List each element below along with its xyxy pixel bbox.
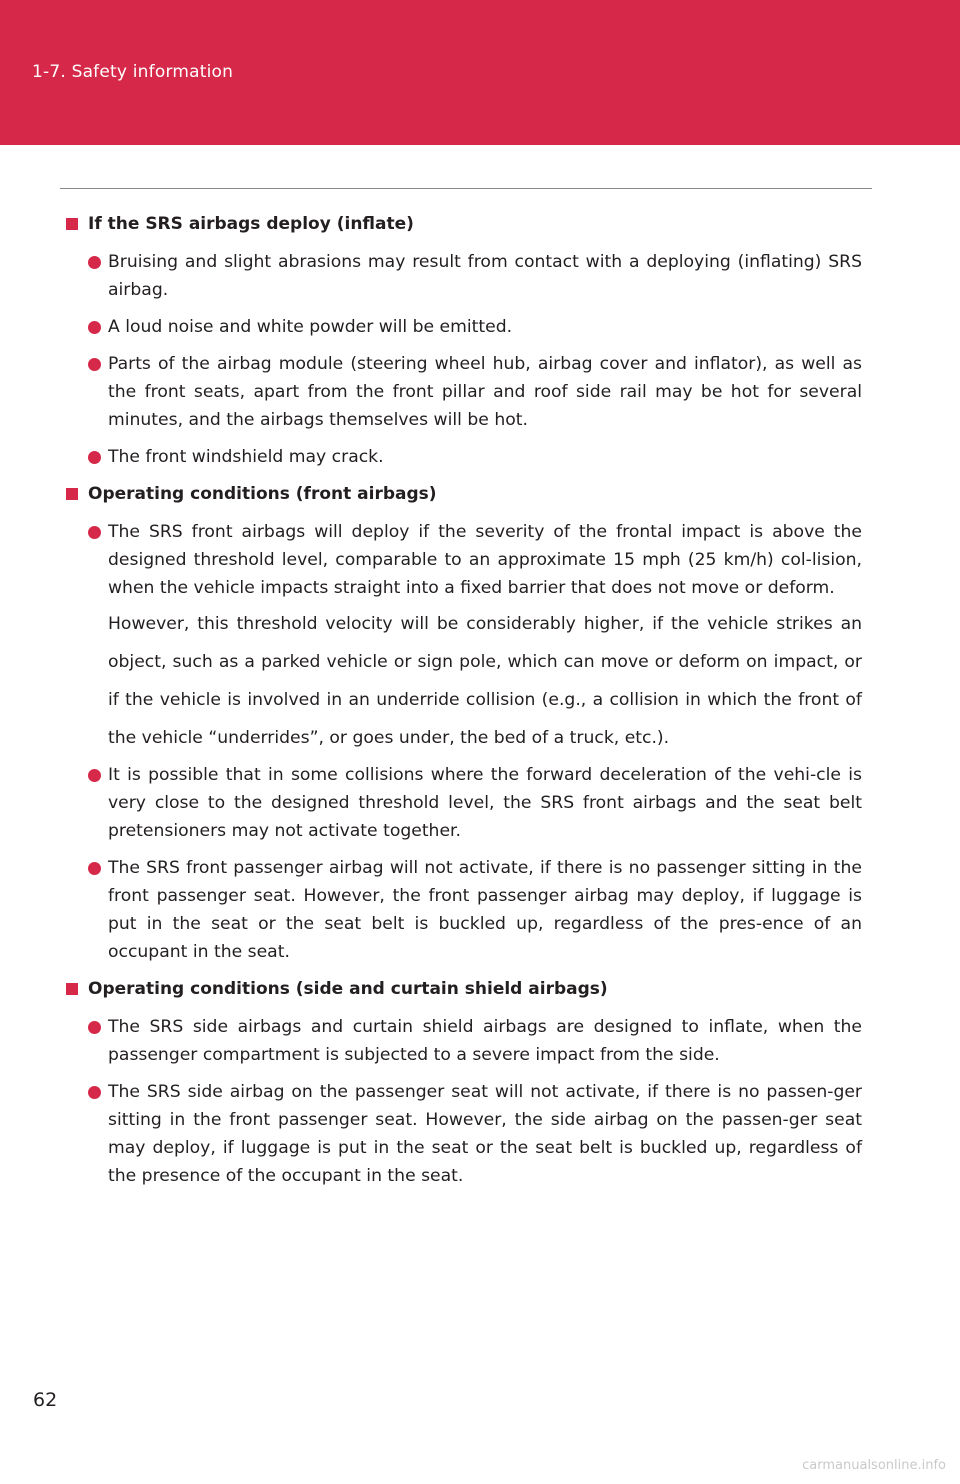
square-bullet-icon <box>66 488 78 500</box>
watermark[interactable]: carmanualsonline.info <box>802 1458 946 1473</box>
bullet-text: The SRS side airbags and curtain shield airbags are designed to inflate, when the passenger compartment is subjected to a severe impact from the side. <box>108 1017 862 1065</box>
bullet-item <box>66 518 862 602</box>
bullet-item <box>66 1078 862 1190</box>
section-heading <box>66 480 862 508</box>
heading-text: Operating conditions (front airbags) <box>88 484 437 504</box>
bullet-text: The front windshield may crack. <box>108 447 384 467</box>
circle-bullet-icon <box>88 321 101 334</box>
circle-bullet-icon <box>88 769 101 782</box>
bullet-text: It is possible that in some collisions where the forward deceleration of the vehi-cle is very close to the designed threshold level, the SRS front airbags and the seat belt pretensioners may not activate together. <box>108 765 862 841</box>
page-number: 62 <box>33 1389 58 1411</box>
bullet-item <box>66 443 862 471</box>
bullet-item <box>66 1013 862 1069</box>
circle-bullet-icon <box>88 862 101 875</box>
bullet-item <box>66 248 862 304</box>
square-bullet-icon <box>66 983 78 995</box>
bullet-text: Bruising and slight abrasions may result from contact with a deploying (inflating) SRS airbag. <box>108 252 862 300</box>
heading-text: Operating conditions (side and curtain shield airbags) <box>88 979 608 999</box>
bullet-text: The SRS side airbag on the passenger seat will not activate, if there is no passen-ger sitting in the front passenger seat. However, the side airbag on the passen-ger seat may deploy, if luggage is put in the seat or the seat belt is buckled up, regardless of the presence of the occupant in the seat. <box>108 1082 862 1186</box>
circle-bullet-icon <box>88 526 101 539</box>
square-bullet-icon <box>66 218 78 230</box>
bullet-item <box>66 350 862 434</box>
bullet-text: Parts of the airbag module (steering wheel hub, airbag cover and inflator), as well as the front seats, apart from the front pillar and roof side rail may be hot for several minutes, and the airbags themselves will be hot. <box>108 354 862 430</box>
circle-bullet-icon <box>88 1021 101 1034</box>
bullet-item <box>66 761 862 845</box>
bullet-item <box>66 854 862 966</box>
bullet-text: A loud noise and white powder will be emitted. <box>108 317 513 337</box>
continuation-paragraph: However, this threshold velocity will be considerably higher, if the vehicle strikes an object, such as a parked vehicle or sign pole, which can move or deform on impact, or if the vehicle is involved in an underride collision (e.g., a collision in which the front of the vehicle “underrides”, or goes under, the bed of a truck, etc.). <box>108 614 862 748</box>
circle-bullet-icon <box>88 451 101 464</box>
section-heading <box>66 210 862 238</box>
bullet-text: The SRS front passenger airbag will not activate, if there is no passenger sitting in the front passenger seat. However, the front passenger airbag may deploy, if luggage is put in the seat or the seat belt is buckled up, regardless of the pres-ence of an occupant in the seat. <box>108 858 862 962</box>
circle-bullet-icon <box>88 1086 101 1099</box>
bullet-text: The SRS front airbags will deploy if the severity of the frontal impact is above the designed threshold level, comparable to an approximate 15 mph (25 km/h) col-lision, when the vehicle impacts straight into a fixed barrier that does not move or deform. <box>108 522 862 598</box>
page-content <box>66 210 862 1199</box>
header-band <box>0 0 960 145</box>
bullet-item <box>66 313 862 341</box>
divider-rule <box>60 188 872 189</box>
heading-text: If the SRS airbags deploy (inflate) <box>88 214 414 234</box>
section-title: 1-7. Safety information <box>32 62 234 82</box>
circle-bullet-icon <box>88 358 101 371</box>
circle-bullet-icon <box>88 256 101 269</box>
section-heading <box>66 975 862 1003</box>
